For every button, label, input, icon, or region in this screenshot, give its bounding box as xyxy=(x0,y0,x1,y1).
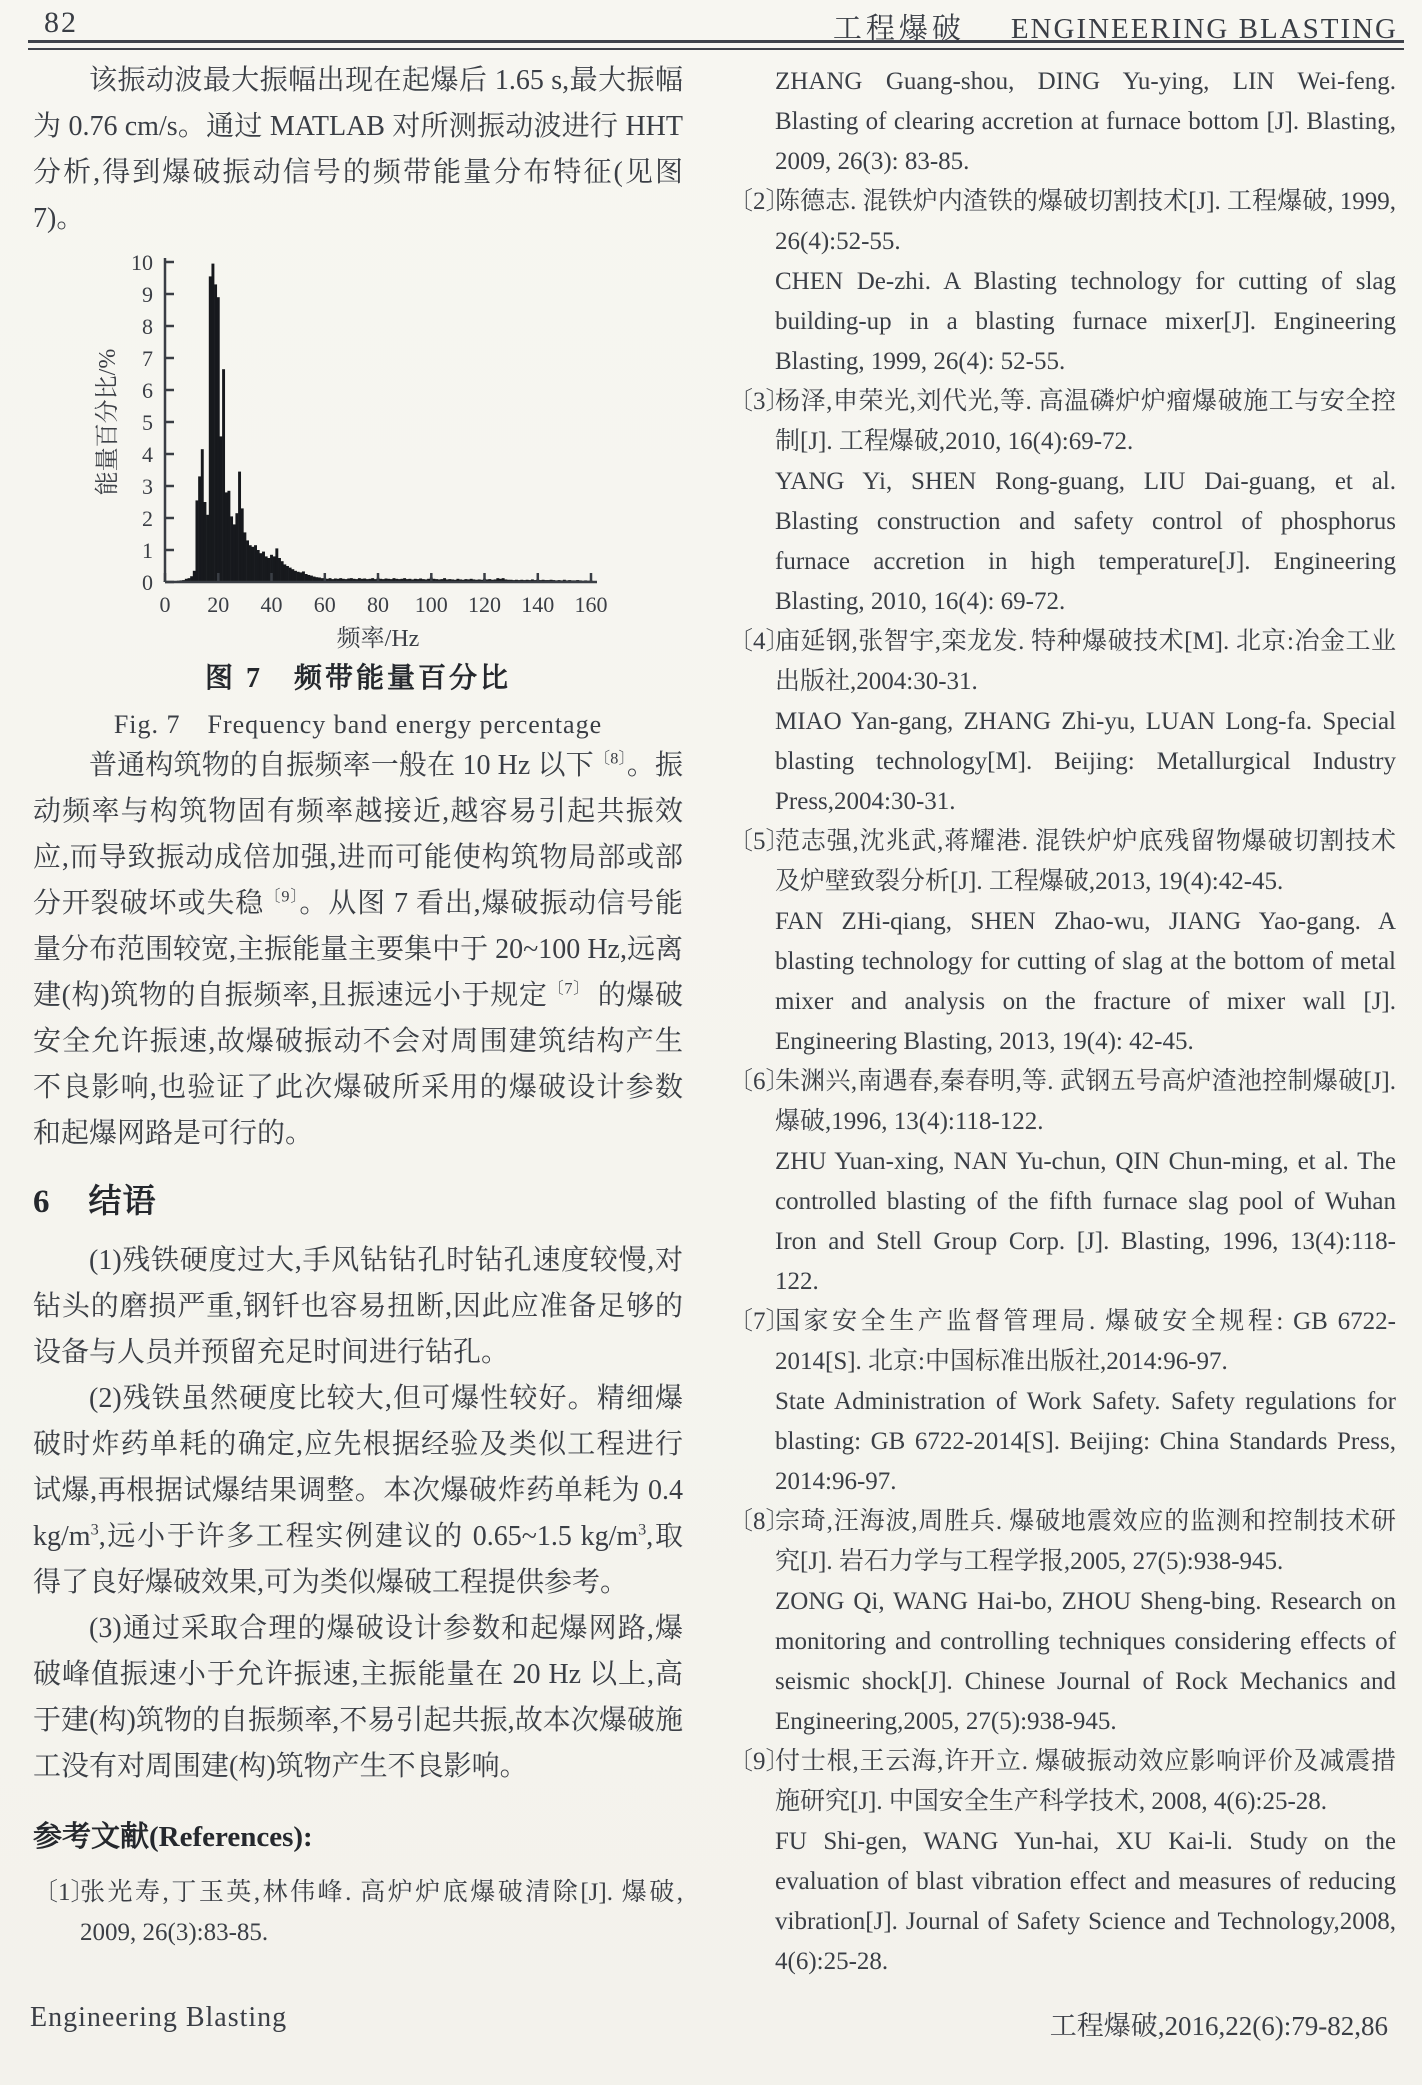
reference-entry xyxy=(728,62,1396,182)
reference-text-en: ZONG Qi, WANG Hai-bo, ZHOU Sheng-bing. Research on monitoring and controlling techniques considering effects of seismic shock[J]. Chinese Journal of Rock Mechanics and Engineering,2005, 27(5):938-945. xyxy=(775,1588,1396,1735)
reference-marker: 〔8〕 xyxy=(728,1508,791,1535)
citation-superscript: 3 xyxy=(90,1520,99,1539)
figure-caption-en: Fig. 7 Frequency band energy percentage xyxy=(113,710,603,739)
reference-marker: 〔3〕 xyxy=(728,388,791,415)
svg-text:1: 1 xyxy=(142,538,153,563)
svg-text:0: 0 xyxy=(159,592,171,617)
reference-marker: 〔7〕 xyxy=(728,1308,791,1335)
section-number: 6 xyxy=(33,1184,51,1220)
citation-superscript: 〔7〕 xyxy=(547,979,591,998)
reference-text-en: YANG Yi, SHEN Rong-guang, LIU Dai-guang, et al. Blasting construction and safety control of phosphorus furnace accretion in high temperature[J]. Engineering Blasting, 2010, 16(4): 69-72. xyxy=(775,468,1396,615)
citation-superscript: 3 xyxy=(638,1520,647,1539)
right-column xyxy=(728,62,1396,1982)
header-rule xyxy=(28,40,1404,50)
reference-entry xyxy=(33,1873,683,1953)
reference-entry xyxy=(728,1502,1396,1742)
reference-entry xyxy=(728,822,1396,1062)
left-column xyxy=(33,58,683,1953)
citation-superscript: 〔9〕 xyxy=(264,887,300,906)
reference-marker: 〔2〕 xyxy=(728,188,791,215)
svg-text:8: 8 xyxy=(142,314,153,339)
svg-text:100: 100 xyxy=(414,592,448,617)
reference-text-zh: 张光寿,丁玉英,林伟峰. 高炉炉底爆破清除[J]. 爆破, 2009, 26(3):83-85. xyxy=(80,1879,683,1946)
paragraph-frequency-discussion: 普通构筑物的自振频率一般在 10 Hz 以下$^{〔8〕}$。振动频率与构筑物固有频率越接近,越容易引起共振效应,而导致振动成倍加强,进而可能使构筑物局部或部分开裂破坏或失稳$^{〔9〕}$。从图 7 看出,爆破振动信号能量分布范围较宽,主振能量主要集中于 20~100 Hz,远离建(构)筑物的自振频率,且振速远小于规定$^{〔7〕}$ 的爆破安全允许振速,故爆破振动不会对周围建筑结构产生不良影响,也验证了此次爆破所采用的爆破设计参数和起爆网路是可行的。 xyxy=(33,749,683,1149)
reference-text-en: ZHANG Guang-shou, DING Yu-ying, LIN Wei-feng. Blasting of clearing accretion at furnace bottom [J]. Blasting, 2009, 26(3): 83-85. xyxy=(775,68,1396,175)
reference-text-en: FAN ZHi-qiang, SHEN Zhao-wu, JIANG Yao-gang. A blasting technology for cutting of slag at the bottom of metal mixer and analysis on the fracture of mixer wall [J]. Engineering Blasting, 2013, 19(4): 42-45. xyxy=(775,908,1396,1055)
journal-title-zh: 工程爆破 xyxy=(832,13,965,45)
reference-text-en: State Administration of Work Safety. Safety regulations for blasting: GB 6722-2014[S]. Beijing: China Standards Press, 2014:96-97. xyxy=(775,1388,1396,1495)
reference-entry xyxy=(728,382,1396,622)
reference-text-en: ZHU Yuan-xing, NAN Yu-chun, QIN Chun-ming, et al. The controlled blasting of the fifth furnace slag pool of Wuhan Iron and Stell Group Corp. [J]. Blasting, 1996, 13(4):118-122. xyxy=(775,1148,1396,1295)
reference-text-zh: 庙延钢,张智宇,栾龙发. 特种爆破技术[M]. 北京:冶金工业出版社,2004:30-31. xyxy=(775,628,1396,695)
svg-text:3: 3 xyxy=(142,474,153,499)
reference-marker: 〔1〕 xyxy=(33,1879,96,1906)
reference-marker: 〔6〕 xyxy=(728,1068,791,1095)
reference-text-zh: 朱渊兴,南遇春,秦春明,等. 武钢五号高炉渣池控制爆破[J]. 爆破,1996, 13(4):118-122. xyxy=(775,1068,1396,1135)
svg-text:20: 20 xyxy=(207,592,230,617)
figure-caption-zh: 图 7 频带能量百分比 xyxy=(204,663,511,694)
conclusion-item-1: (1)残铁硬度过大,手风钻钻孔时钻孔速度较慢,对钻头的磨损严重,钢钎也容易扭断,因此应准备足够的设备与人员并预留充足时间进行钻孔。 xyxy=(33,1245,683,1368)
reference-text-zh: 杨泽,申荣光,刘代光,等. 高温磷炉炉瘤爆破施工与安全控制[J]. 工程爆破,2010, 16(4):69-72. xyxy=(775,388,1396,455)
svg-text:4: 4 xyxy=(142,442,153,467)
reference-entry xyxy=(728,1062,1396,1302)
svg-text:能量百分比/%: 能量百分比/% xyxy=(95,348,121,496)
reference-entry xyxy=(728,1742,1396,1982)
reference-marker: 〔5〕 xyxy=(728,828,791,855)
footer-citation: 工程爆破,2016,22(6):79-82,86 xyxy=(1049,2011,1388,2041)
reference-text-zh: 国家安全生产监督管理局. 爆破安全规程: GB 6722-2014[S]. 北京:中国标准出版社,2014:96-97. xyxy=(775,1308,1396,1375)
svg-text:10: 10 xyxy=(131,250,153,275)
reference-text-zh: 陈德志. 混铁炉内渣铁的爆破切割技术[J]. 工程爆破, 1999, 26(4):52-55. xyxy=(775,188,1396,255)
conclusion-item-2: (2)残铁虽然硬度比较大,但可爆性较好。精细爆破时炸药单耗的确定,应先根据经验及类似工程进行试爆,再根据试爆结果调整。本次爆破炸药单耗为 0.4 $kg/m^3$,远小于许多工程实例建议的 0.65~1.5 $kg/m^3$,取得了良好爆破效果,可为类似爆破工程提供参考。 xyxy=(33,1383,683,1598)
svg-text:0: 0 xyxy=(142,570,153,595)
references-left-part xyxy=(33,1873,683,1953)
references-heading: 参考文献(References): xyxy=(33,1821,313,1853)
footer-journal-en: Engineering Blasting xyxy=(30,2002,288,2033)
reference-marker: 〔9〕 xyxy=(728,1748,791,1775)
svg-text:9: 9 xyxy=(142,282,153,307)
svg-text:7: 7 xyxy=(142,346,153,371)
frequency-band-energy-chart xyxy=(93,246,623,650)
journal-title-en: ENGINEERING BLASTING xyxy=(1010,13,1398,45)
svg-text:6: 6 xyxy=(142,378,153,403)
section-heading-conclusion xyxy=(33,1175,683,1222)
reference-text-zh: 付士根,王云海,许开立. 爆破振动效应影响评价及减震措施研究[J]. 中国安全生产科学技术, 2008, 4(6):25-28. xyxy=(775,1748,1396,1815)
references-list xyxy=(728,62,1396,1982)
svg-text:160: 160 xyxy=(574,592,608,617)
page-number: 82 xyxy=(44,6,78,39)
svg-text:120: 120 xyxy=(468,592,501,617)
svg-text:80: 80 xyxy=(367,592,389,617)
reference-text-en: CHEN De-zhi. A Blasting technology for cutting of slag building-up in a blasting furnace mixer[J]. Engineering Blasting, 1999, 26(4): 52-55. xyxy=(775,268,1396,375)
section-title: 结语 xyxy=(88,1184,157,1220)
figure-7 xyxy=(93,246,623,741)
reference-text-en: MIAO Yan-gang, ZHANG Zhi-yu, LUAN Long-fa. Special blasting technology[M]. Beijing: Metallurgical Industry Press,2004:30-31. xyxy=(775,708,1396,815)
svg-text:140: 140 xyxy=(521,592,555,617)
svg-text:60: 60 xyxy=(313,592,336,617)
svg-text:5: 5 xyxy=(142,410,153,435)
svg-text:频率/Hz: 频率/Hz xyxy=(336,626,420,650)
reference-entry xyxy=(728,622,1396,822)
reference-marker: 〔4〕 xyxy=(728,628,791,655)
reference-text-en: FU Shi-gen, WANG Yun-hai, XU Kai-li. Study on the evaluation of blast vibration effect and measures of reducing vibration[J]. Journal of Safety Science and Technology,2008, 4(6):25-28. xyxy=(775,1828,1396,1975)
reference-entry xyxy=(728,1302,1396,1502)
citation-superscript: 〔8〕 xyxy=(593,749,627,768)
svg-text:2: 2 xyxy=(142,506,153,531)
paragraph-vibration-analysis: 该振动波最大振幅出现在起爆后 1.65 s,最大振幅为 0.76 cm/s。通过 MATLAB 对所测振动波进行 HHT 分析,得到爆破振动信号的频带能量分布特征(见图 7)。 xyxy=(33,65,683,234)
reference-text-zh: 宗琦,汪海波,周胜兵. 爆破地震效应的监测和控制技术研究[J]. 岩石力学与工程学报,2005, 27(5):938-945. xyxy=(775,1508,1396,1575)
reference-entry xyxy=(728,182,1396,382)
conclusion-item-3: (3)通过采取合理的爆破设计参数和起爆网路,爆破峰值振速小于允许振速,主振能量在 20 Hz 以上,高于建(构)筑物的自振频率,不易引起共振,故本次爆破施工没有对周围建(构)筑物产生不良影响。 xyxy=(33,1613,683,1782)
svg-text:40: 40 xyxy=(260,592,283,617)
reference-text-zh: 范志强,沈兆武,蒋耀港. 混铁炉炉底残留物爆破切割技术及炉壁致裂分析[J]. 工程爆破,2013, 19(4):42-45. xyxy=(775,828,1396,895)
